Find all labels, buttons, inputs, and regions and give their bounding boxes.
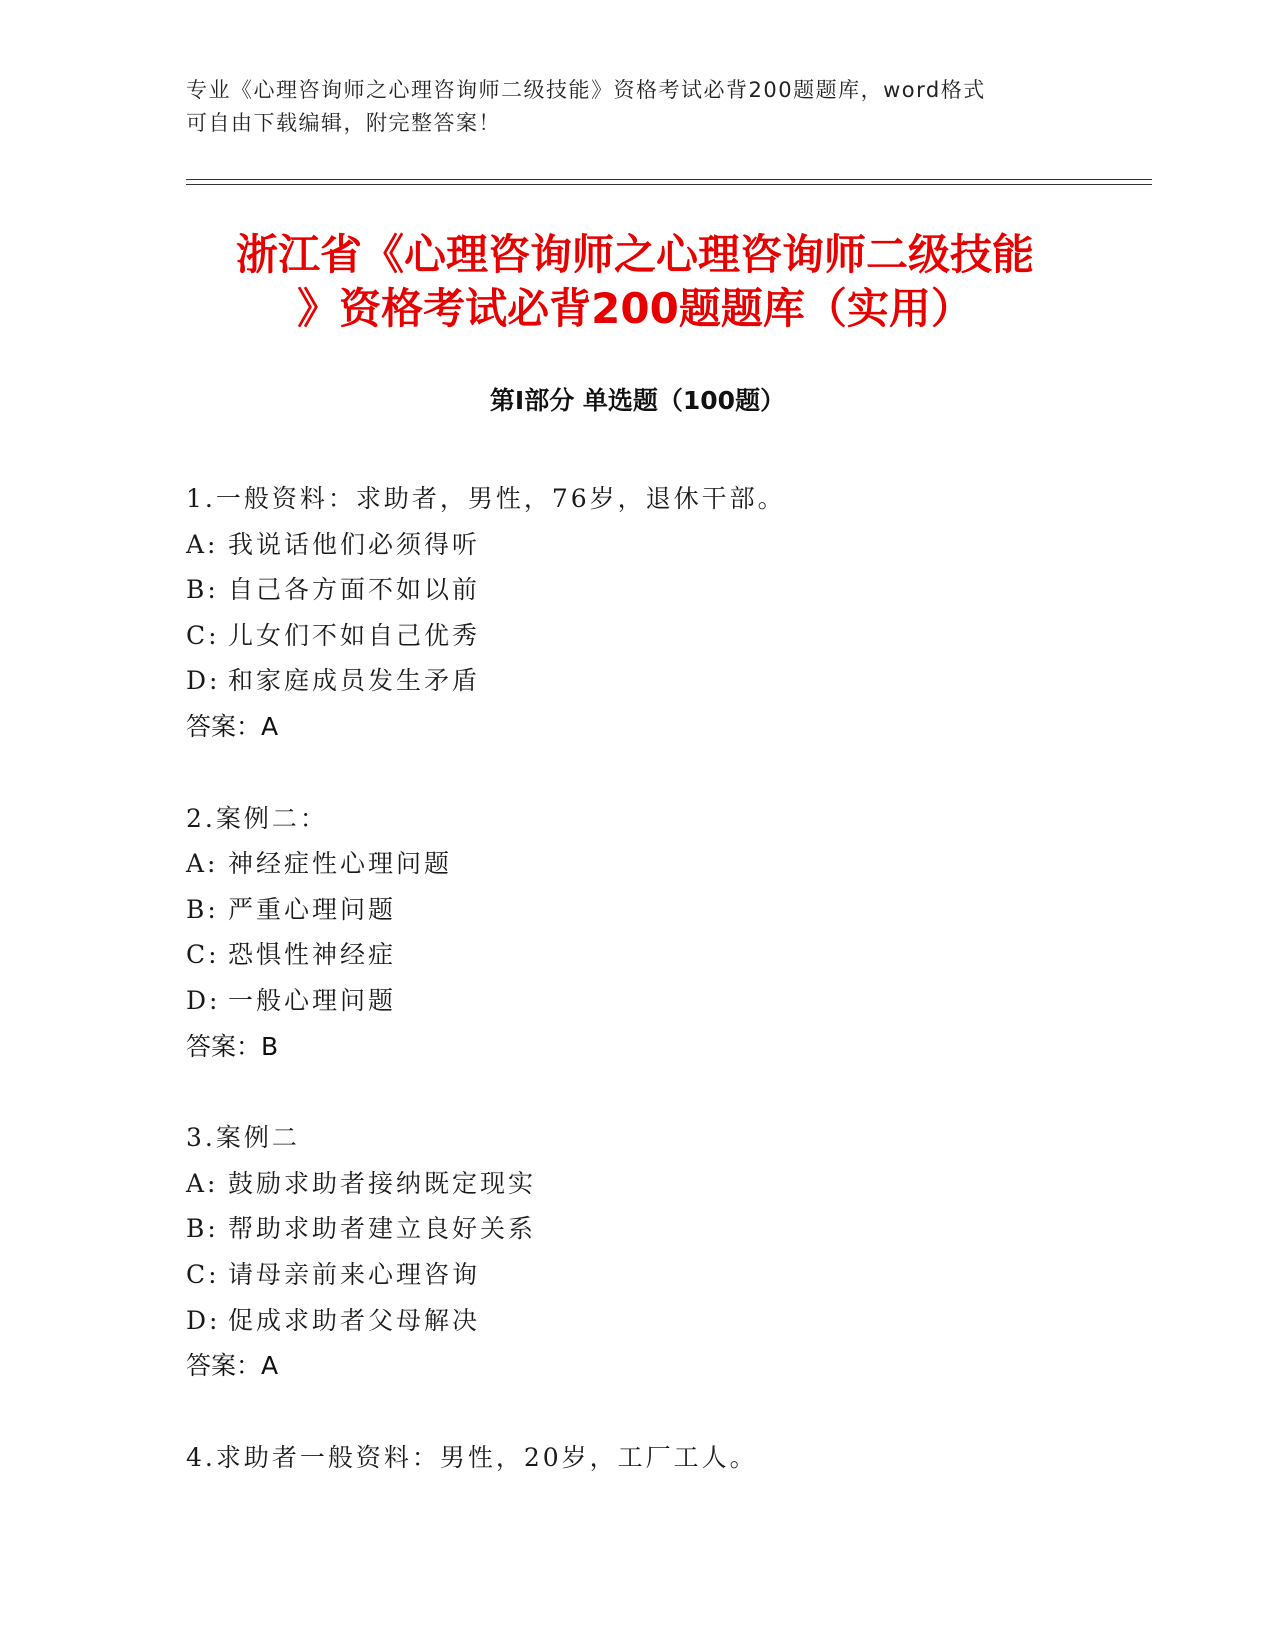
option-d	[186, 658, 1086, 704]
option-b	[186, 887, 1086, 933]
option-key: D:	[186, 985, 221, 1015]
option-a	[186, 1161, 1086, 1207]
section-heading: 第I部分 单选题（100题）	[489, 386, 786, 415]
option-text: 我说话他们必须得听	[228, 529, 481, 559]
option-a	[186, 522, 1086, 568]
option-c	[186, 613, 1086, 659]
option-text: 神经症性心理问题	[228, 849, 453, 879]
option-key: C:	[186, 1259, 220, 1289]
question-stem: 4.求助者一般资料：男性，20岁，工厂工人。	[186, 1442, 758, 1472]
answer-line: 答案：B	[186, 1031, 279, 1061]
option-text: 一般心理问题	[228, 985, 397, 1015]
option-text: 自己各方面不如以前	[228, 575, 481, 605]
option-text: 严重心理问题	[228, 894, 397, 924]
option-key: D:	[186, 666, 221, 696]
option-b	[186, 567, 1086, 613]
option-key: C:	[186, 940, 220, 970]
question-3	[186, 1115, 1086, 1389]
option-c	[186, 1252, 1086, 1298]
header-divider-bottom	[186, 184, 1152, 185]
option-key: B:	[186, 1214, 219, 1244]
option-a	[186, 841, 1086, 887]
document-title-line-2: 》资格考试必背200题题库（实用）	[297, 284, 973, 333]
option-text: 和家庭成员发生矛盾	[228, 666, 481, 696]
option-key: A:	[186, 849, 219, 879]
answer-line: 答案：A	[186, 1351, 279, 1381]
option-d	[186, 978, 1086, 1024]
option-key: A:	[186, 1168, 219, 1198]
question-stem: 1.一般资料：求助者，男性，76岁，退休干部。	[186, 484, 786, 513]
option-key: C:	[186, 620, 220, 650]
header-note-line-1: 专业《心理咨询师之心理咨询师二级技能》资格考试必背200题题库，word格式	[186, 78, 986, 102]
option-text: 儿女们不如自己优秀	[228, 620, 481, 650]
option-text: 促成求助者父母解决	[228, 1305, 481, 1335]
option-text: 帮助求助者建立良好关系	[228, 1214, 537, 1244]
option-key: B:	[186, 575, 219, 605]
option-key: A:	[186, 529, 219, 559]
option-key: B:	[186, 894, 219, 924]
header-note	[186, 74, 1066, 140]
option-b	[186, 1206, 1086, 1252]
option-key: D:	[186, 1305, 221, 1335]
option-text: 鼓励求助者接纳既定现实	[228, 1168, 537, 1198]
document-title-line-1: 浙江省《心理咨询师之心理咨询师二级技能	[235, 230, 1034, 279]
header-note-line-2: 可自由下载编辑，附完整答案！	[186, 111, 501, 135]
option-text: 请母亲前来心理咨询	[228, 1259, 481, 1289]
document-title	[180, 228, 1090, 336]
question-2	[186, 796, 1086, 1070]
option-text: 恐惧性神经症	[228, 940, 397, 970]
answer-line: 答案：A	[186, 711, 279, 741]
option-c	[186, 932, 1086, 978]
header-divider-top	[186, 179, 1152, 180]
question-1	[186, 476, 1086, 750]
option-d	[186, 1298, 1086, 1344]
question-stem: 3.案例二	[186, 1123, 300, 1153]
question-list	[186, 476, 1086, 1526]
question-stem: 2.案例二：	[186, 803, 328, 833]
question-4	[186, 1435, 1086, 1481]
